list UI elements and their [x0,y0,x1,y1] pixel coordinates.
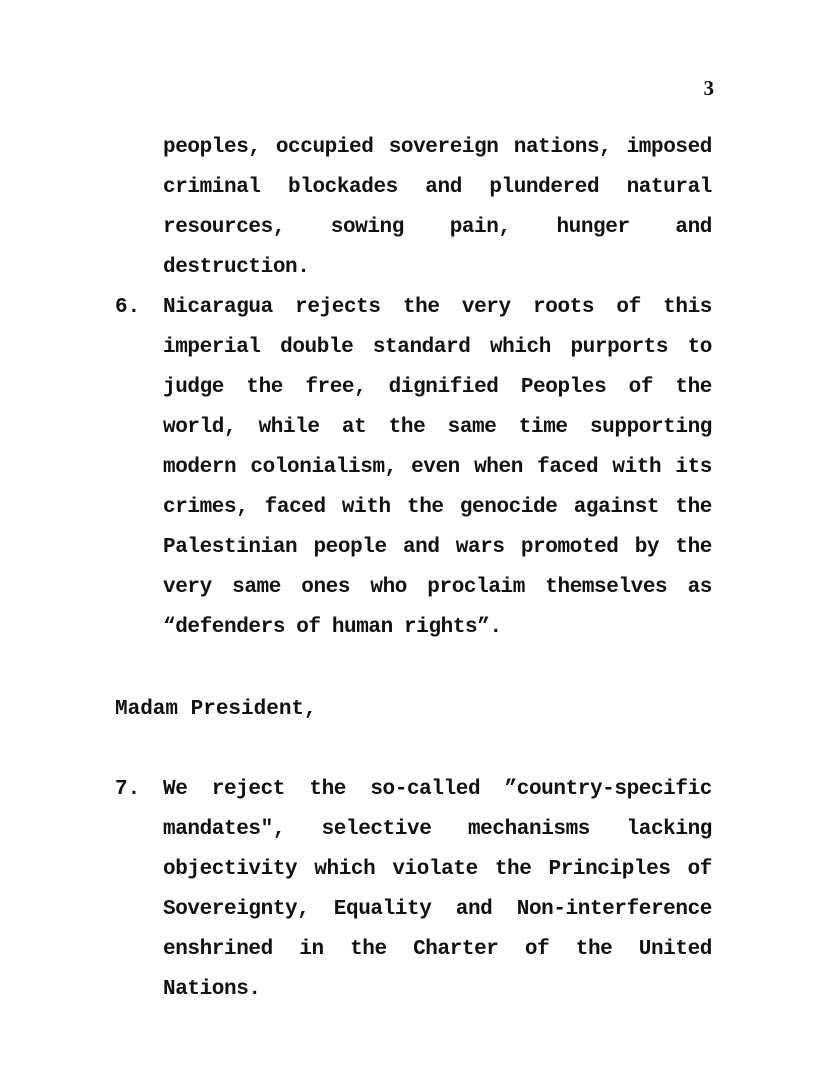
continuation-paragraph: peoples, occupied sovereign nations, imposed criminal blockades and plundered natural resources, sowing pain, hunger and destruction. [163,136,712,279]
paragraph-6 [115,288,712,648]
paragraph-text: Nicaragua rejects the very roots of this imperial double standard which purports to judge the free, dignified Peoples of the world, while at the same time supporting modern colonialism, even when faced with its crimes, faced with the genocide against the Palestinian people and wars promoted by the very same ones who proclaim themselves as “defenders of human rights”. [163,296,712,639]
page-number: 3 [703,76,714,100]
paragraph-7 [115,770,712,1010]
paragraph-number: 7. [115,778,141,801]
paragraph-number: 6. [115,296,141,319]
salutation: Madam President, [115,698,317,721]
paragraph-text: We reject the so-called ”country-specific mandates", selective mechanisms lacking objectivity which violate the Principles of Sovereignty, Equality and Non-interference enshrined in the Charter of the United Nations. [163,778,712,1001]
